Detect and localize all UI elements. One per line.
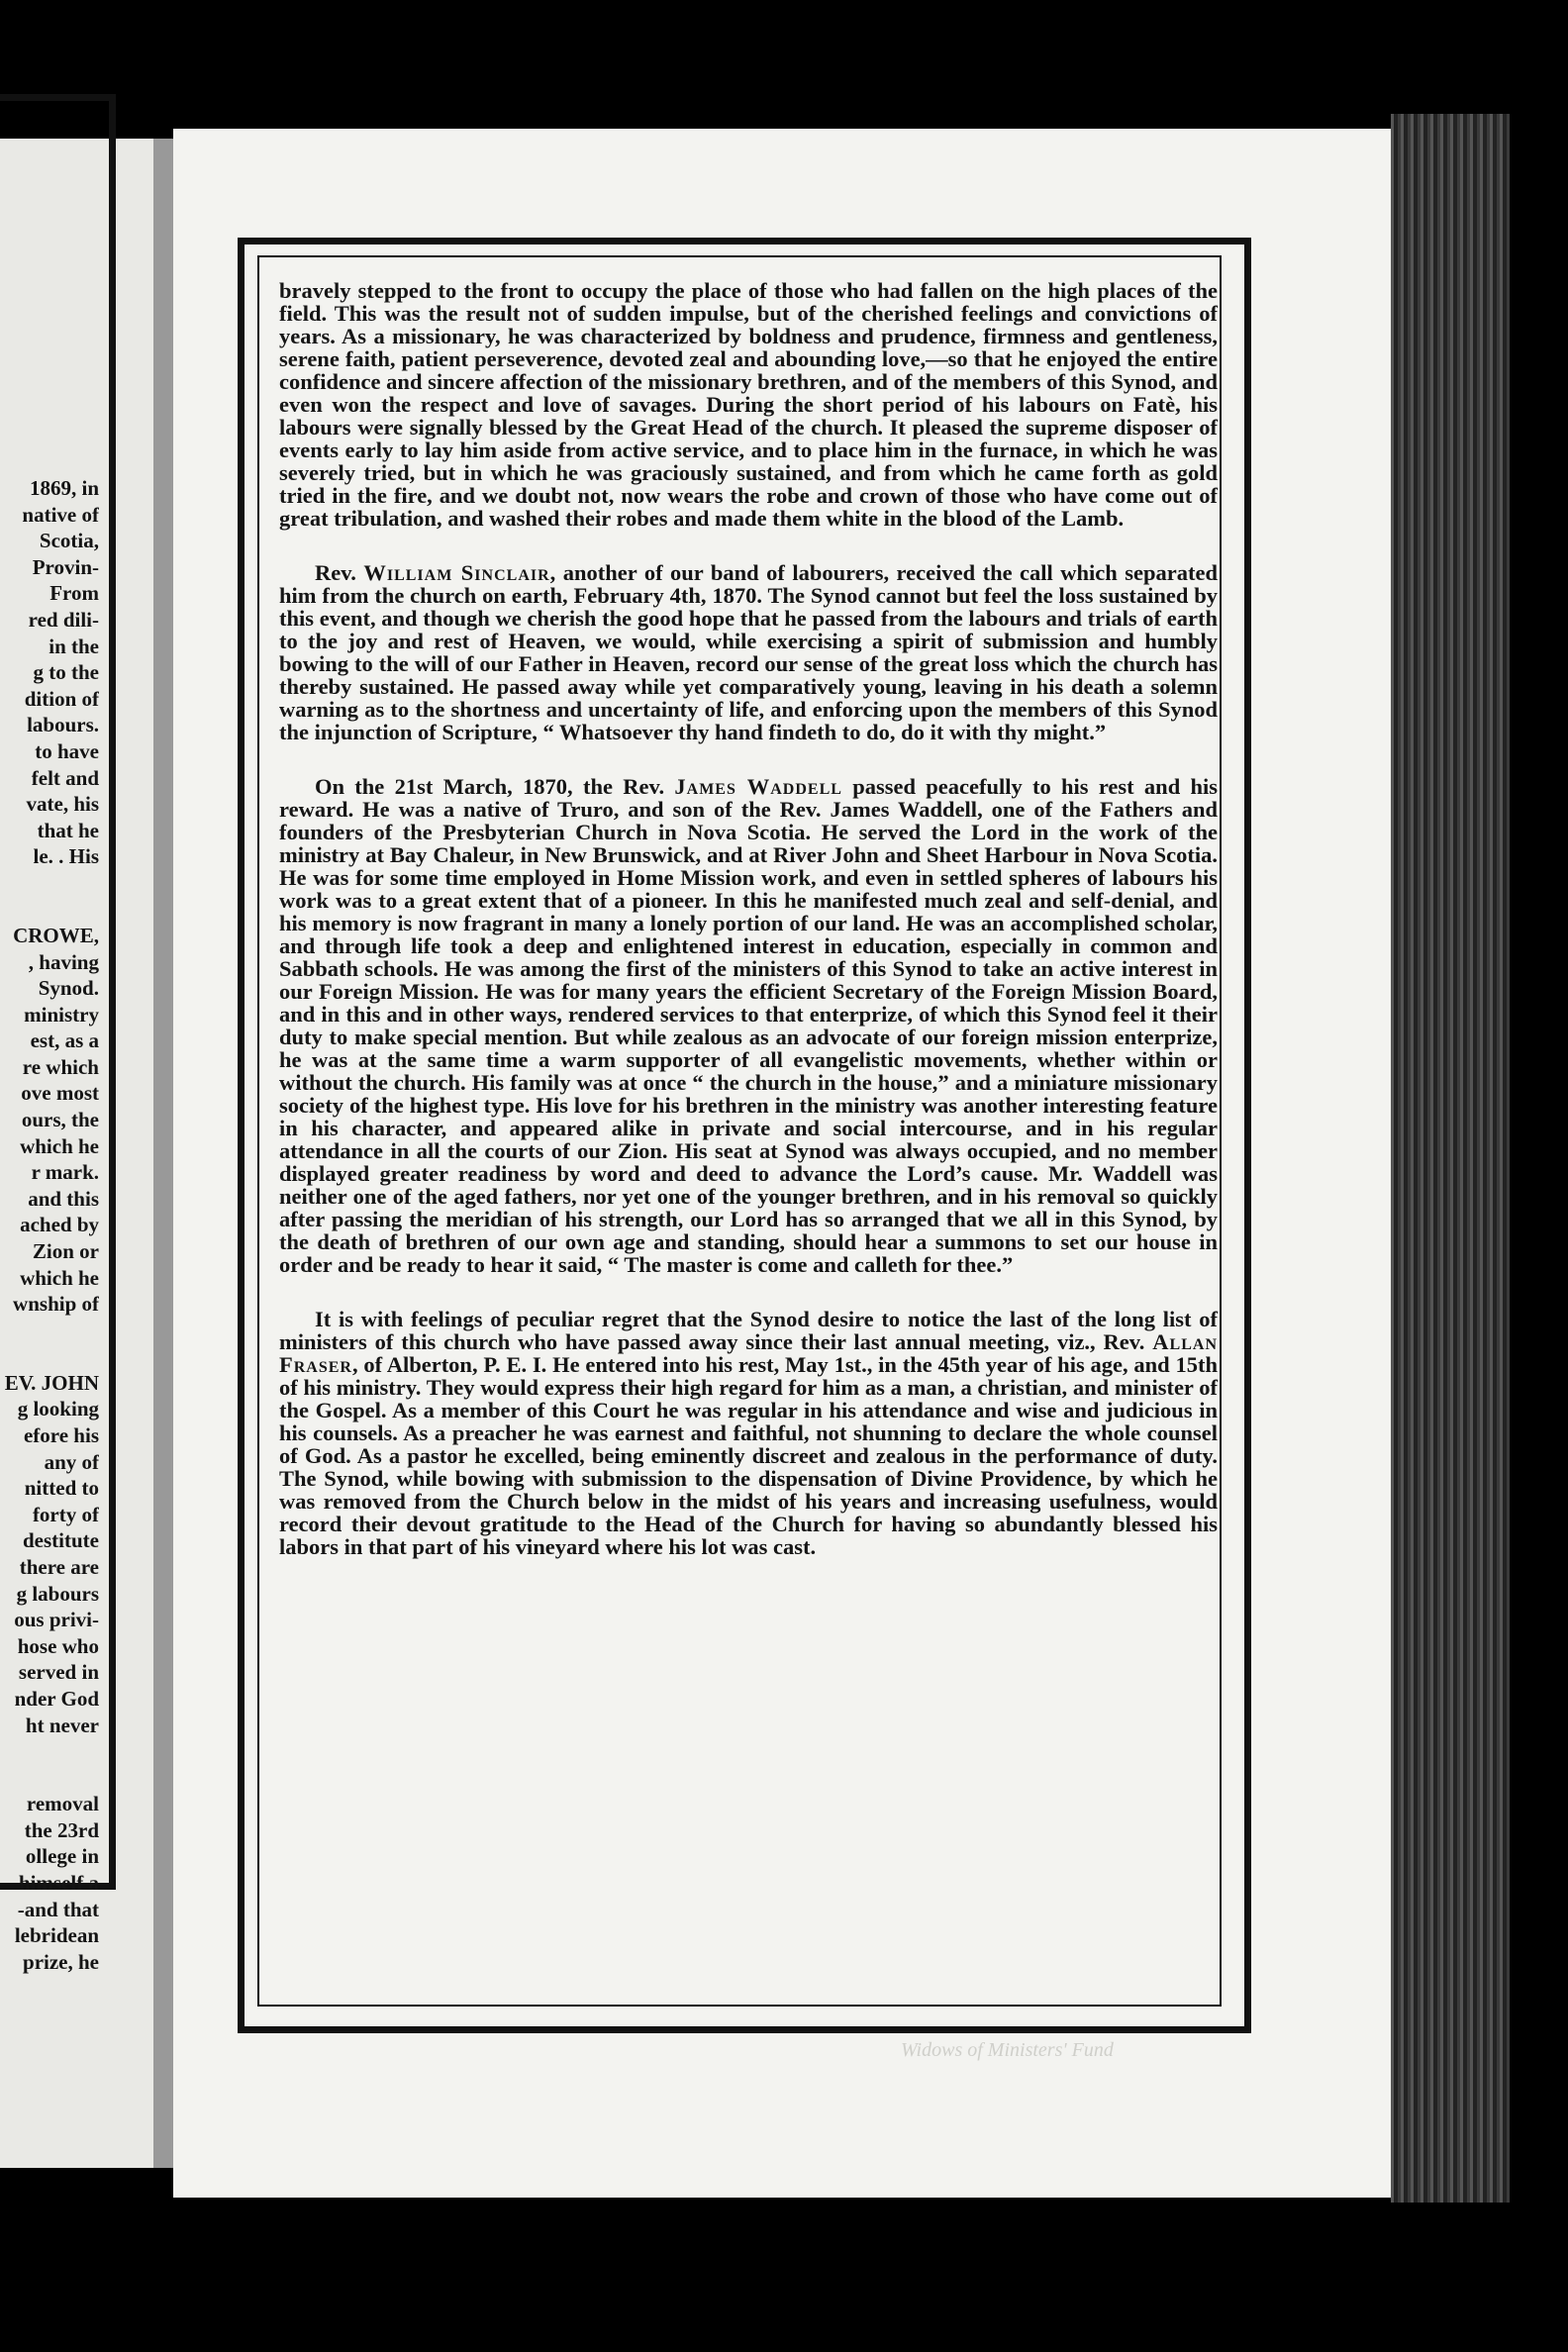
left-column-line: that he (37, 818, 99, 842)
left-column-line: dition of (24, 686, 99, 711)
left-column-line: g to the (33, 660, 99, 685)
left-column-line: red dili- (28, 607, 99, 632)
left-column-line: efore his (23, 1423, 99, 1447)
left-column-line: From (49, 581, 99, 606)
left-column-line: to have (35, 738, 99, 763)
paragraph-waddell: On the 21st March, 1870, the Rev. James Waddell passed peacefully to his rest and his reward. He was a native of Truro, and son of the Rev. James Waddell, one of the Fathers and founders of the Presbyterian Church in Nova Scotia. He served the Lord in the work of the ministry at Bay Chaleur, in New Brunswick, and at River John and Sheet Harbour in Nova Scotia. He was for some time employed in Home Mission work, and even in settled spheres of labours his work was to a great extent that of a pioneer. In this he manifested much zeal and self-denial, and his memory is now fragrant in many a lonely portion of our land. He was an accomplished scholar, and through life took a deep and enlightened interest in education, especially in common and Sabbath schools. He was among the first of the ministers of this Synod to take an active interest in our Foreign Mission. He was for many years the efficient Secretary of the Foreign Mission Board, and in this and in other ways, rendered services to that enterprize, of which this Synod feel it their duty to make special mention. But while zealous as an advocate of our foreign mission enterprize, he was at the same time a warm supporter of all evangelistic movements, whether within or without the church. His family was at once “ the church in the house,” and a miniature missionary society of the highest type. His love for his brethren in the ministry was another interesting feature in his character, and appeared alike in private and social intercourse, and in his regular attendance in all the courts of our Zion. His seat at Synod was always occupied, and no member displayed greater readiness by word and deed to advance the Lord’s cause. Mr. Waddell was neither one of the aged fathers, nor yet one of the younger brethren, and in his removal so quickly after passing the meridian of his strength, our Lord has so arranged that we all in this Synod, by the death of brethren of our own age and standing, should hear a summons to set our house in order and be ready to hear it said, “ The master is come and calleth for thee.” (279, 774, 1219, 1277)
left-column-line: Provin- (32, 554, 99, 579)
left-column-text (0, 475, 99, 1975)
left-column-line: prize, he (23, 1949, 99, 1974)
left-column-line: any of (44, 1449, 99, 1474)
left-column-line: ached by (20, 1213, 99, 1237)
name-james-waddell: James Waddell (674, 774, 842, 799)
paragraph-1: bravely stepped to the front to occupy the place of those who had fallen on the high places of the field. This was the result not of sudden impulse, but of the cherished feelings and convictions of years. As a missionary, he was characterized by boldness and prudence, firmness and gentleness, serene faith, patient perseverence, devoted zeal and abounding love,—so that he enjoyed the entire confidence and sincere affection of the missionary brethren, and of the members of this Synod, and even won the respect and love of savages. During the short period of his labours on Fatè, his labours were signally blessed by the Great Head of the church. It pleased the supreme disposer of events early to lay him aside from active service, and to place him in the furnace, in which he was severely tried, but in which he was graciously sustained, and from which he came forth as gold tried in the fire, and we doubt not, now wears the robe and crown of those who have come out of great tribulation, and washed their robes and made them white in the blood of the Lamb. (279, 278, 1218, 531)
left-column-line: r mark. (31, 1160, 99, 1185)
left-column-line (0, 1738, 99, 1791)
left-column-line: 1869, in (29, 476, 99, 500)
left-column-line (0, 1318, 99, 1370)
name-william-sinclair: William Sinclair (363, 560, 550, 585)
left-column-line: and this (28, 1186, 99, 1211)
left-column-line: served in (18, 1660, 99, 1685)
left-column-line: ministry (24, 1002, 99, 1027)
left-column-line: himself a (18, 1870, 99, 1895)
left-column-line: removal (26, 1792, 99, 1816)
left-column-line: nder God (14, 1686, 99, 1711)
name-allan-fraser: Allan Fraser (279, 1329, 1218, 1377)
left-column-line: which he (20, 1133, 99, 1158)
left-column-line: wnship of (13, 1292, 99, 1317)
left-column-line: ht never (25, 1713, 99, 1737)
left-column-line: there are (19, 1554, 99, 1579)
left-column-line: hose who (17, 1633, 99, 1658)
left-column-line: nitted to (24, 1476, 99, 1501)
left-column-line: in the (49, 634, 99, 658)
left-column-line: labours. (27, 713, 99, 737)
left-column-line: which he (20, 1265, 99, 1290)
left-column-line: Zion or (32, 1239, 99, 1264)
left-column-line: forty of (32, 1502, 99, 1526)
left-column-line: lebridean (14, 1923, 99, 1948)
left-column-line: vate, his (26, 792, 99, 817)
left-column-line (0, 870, 99, 923)
left-column-line: ove most (21, 1081, 99, 1106)
left-column-line: CROWE, (13, 923, 99, 947)
left-column-line: re which (22, 1054, 99, 1079)
left-column-line: , having (28, 949, 99, 974)
left-column-line: ous privi- (14, 1608, 99, 1632)
left-column-line: ollege in (25, 1844, 99, 1869)
left-column-line: destitute (23, 1528, 99, 1553)
book-page-edges (1391, 114, 1510, 2203)
left-column-line: felt and (31, 765, 99, 790)
left-column-line: g labours (16, 1581, 99, 1606)
left-column-line: Scotia, (39, 529, 99, 553)
left-column-line: EV. JOHN (4, 1370, 99, 1395)
left-column-line: g looking (17, 1397, 99, 1421)
left-column-line: le. . His (33, 844, 99, 869)
left-column-line: Synod. (38, 976, 99, 1001)
paragraph-fraser: It is with feelings of peculiar regret that the Synod desire to notice the last of the long list of ministers of this church who have passed away since their last annual meeting, viz., Rev. Allan Fraser, of Alberton, P. E. I. He entered into his rest, May 1st., in the 45th year of his age, and 15th of his ministry. They would express their high regard for him as a man, a christian, and minister of the Gospel. As a member of this Court he was regular in his attendance and wise and judicious in his counsels. As a preacher he was earnest and faithful, not shunning to declare the whole counsel of God. As a pastor he excelled, being eminently discreet and zealous in the performance of duty. The Synod, while bowing with submission to the dispensation of Divine Providence, by which he was removed from the Church below in the midst of his years and increasing usefulness, would record their devout gratitude to the Head of the Church for having so abundantly blessed his labors in that part of his vineyard where his lot was cast. (279, 1307, 1218, 1559)
show-through-text: Widows of Ministers' Fund (901, 2039, 1114, 2061)
obituary-article (279, 279, 1218, 1590)
left-column-line: native of (22, 502, 99, 527)
left-column-line: the 23rd (24, 1817, 99, 1842)
left-column-line: ours, the (21, 1108, 99, 1132)
left-column-line: est, as a (30, 1029, 99, 1053)
paragraph-sinclair: Rev. William Sinclair, another of our band of labourers, received the call which separated him from the church on earth, February 4th, 1870. The Synod cannot but feel the loss sustained by this event, and though we cherish the good hope that he passed from the labours and trials of earth to the joy and rest of Heaven, we would, while exercising a spirit of submission and humbly bowing to the will of our Father in Heaven, record our sense of the great loss which the church has thereby sustained. He passed away while yet comparatively young, leaving in his death a solemn warning as to the shortness and uncertainty of life, and enforcing upon the members of this Synod the injunction of Scripture, “ Whatsoever thy hand findeth to do, do it with thy might.” (279, 560, 1218, 744)
left-column-line: -and that (17, 1897, 99, 1921)
